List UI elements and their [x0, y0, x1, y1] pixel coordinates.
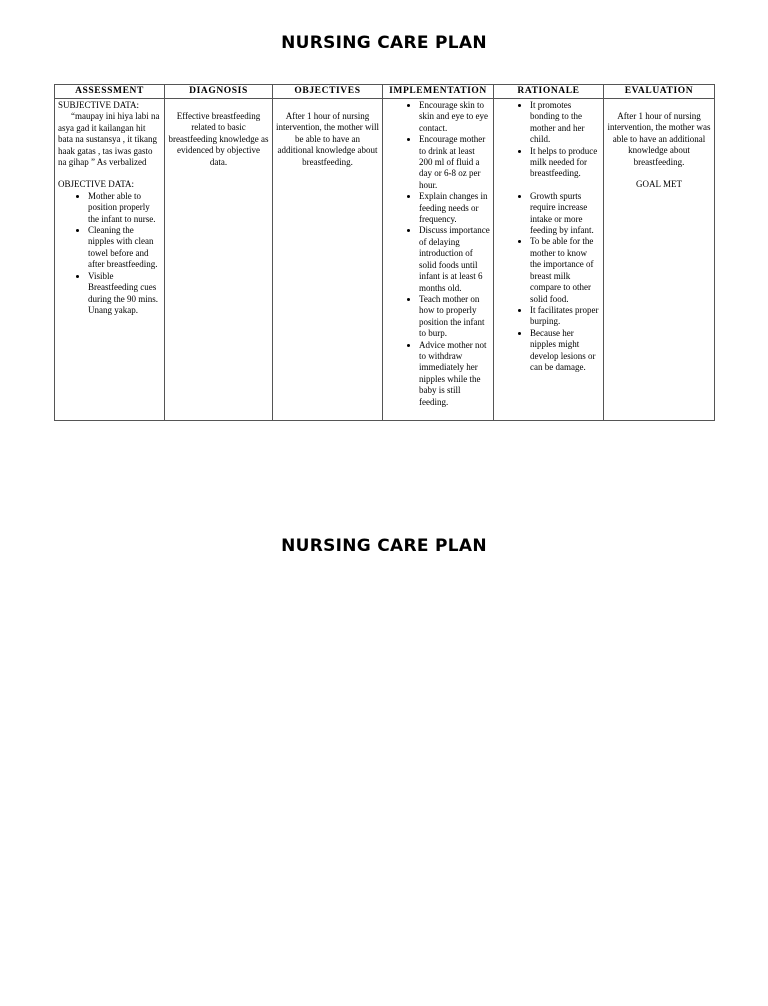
list-item: • Advice mother not to withdraw immediately her nipples while the baby is still feeding.	[419, 340, 490, 408]
subjective-data-label: SUBJECTIVE DATA:	[58, 100, 140, 110]
table-row	[55, 99, 715, 421]
list-item: • Explain changes in feeding needs or frequency.	[419, 191, 490, 225]
subjective-data-quote: “maupay ini hiya labi na asya gad it kailangan hit bata na sustansya , it tikang haak gatas , tas iwas gasto na gihap ” As verbalized	[58, 111, 160, 168]
header-rationale: RATIONALE	[494, 85, 604, 99]
list-item: • Discuss importance of delaying introduction of solid foods until infant is at least 6 months old.	[419, 225, 490, 293]
implementation-cell	[383, 99, 494, 421]
list-item: • Visible Breastfeeding cues during the 90 mins. Unang yakap.	[88, 271, 161, 317]
objective-data-list	[58, 191, 161, 316]
list-item: • Because her nipples might develop lesions or can be damage.	[530, 328, 600, 374]
list-item: • To be able for the mother to know the importance of breast milk compare to other solid food.	[530, 236, 600, 304]
list-item: • Growth spurts require increase intake or more feeding by infant.	[530, 191, 600, 237]
list-item: • Encourage mother to drink at least 200 ml of fluid a day or 6-8 oz per hour.	[419, 134, 490, 191]
list-item: • Teach mother on how to properly position the infant to burp.	[419, 294, 490, 340]
table-header-row	[55, 85, 715, 99]
list-item: • Mother able to position properly the infant to nurse.	[88, 191, 161, 225]
rationale-list	[497, 100, 600, 373]
list-item: • It facilitates proper burping.	[530, 305, 600, 328]
objective-data-label: OBJECTIVE DATA:	[58, 179, 135, 190]
header-implementation: IMPLEMENTATION	[383, 85, 494, 99]
evaluation-cell	[604, 99, 715, 421]
list-item: • It helps to produce milk needed for breastfeeding.	[530, 146, 600, 180]
assessment-cell	[55, 99, 165, 421]
header-diagnosis: DIAGNOSIS	[165, 85, 273, 99]
diagnosis-cell	[165, 99, 273, 421]
list-item: • Cleaning the nipples with clean towel before and after breastfeeding.	[88, 225, 161, 271]
rationale-cell	[494, 99, 604, 421]
page-title-bottom: NURSING CARE PLAN	[281, 536, 487, 556]
goal-status: GOAL MET	[636, 179, 682, 190]
implementation-list	[386, 100, 490, 408]
list-item: • Encourage skin to skin and eye to eye contact.	[419, 100, 490, 134]
diagnosis-text: Effective breastfeeding related to basic breastfeeding knowledge as evidenced by objective data.	[168, 111, 269, 167]
header-assessment: ASSESSMENT	[55, 85, 165, 99]
list-item: • It promotes bonding to the mother and her child.	[530, 100, 600, 146]
header-evaluation: EVALUATION	[604, 85, 715, 99]
header-objectives: OBJECTIVES	[273, 85, 383, 99]
nursing-care-plan-table	[54, 84, 715, 421]
objectives-cell	[273, 99, 383, 421]
objectives-text: After 1 hour of nursing intervention, the mother will be able to have an additional knowledge about breastfeeding.	[276, 111, 379, 167]
evaluation-text: After 1 hour of nursing intervention, the mother was able to have an additional knowledge about breastfeeding.	[607, 111, 711, 167]
page-title-top: NURSING CARE PLAN	[281, 33, 487, 53]
